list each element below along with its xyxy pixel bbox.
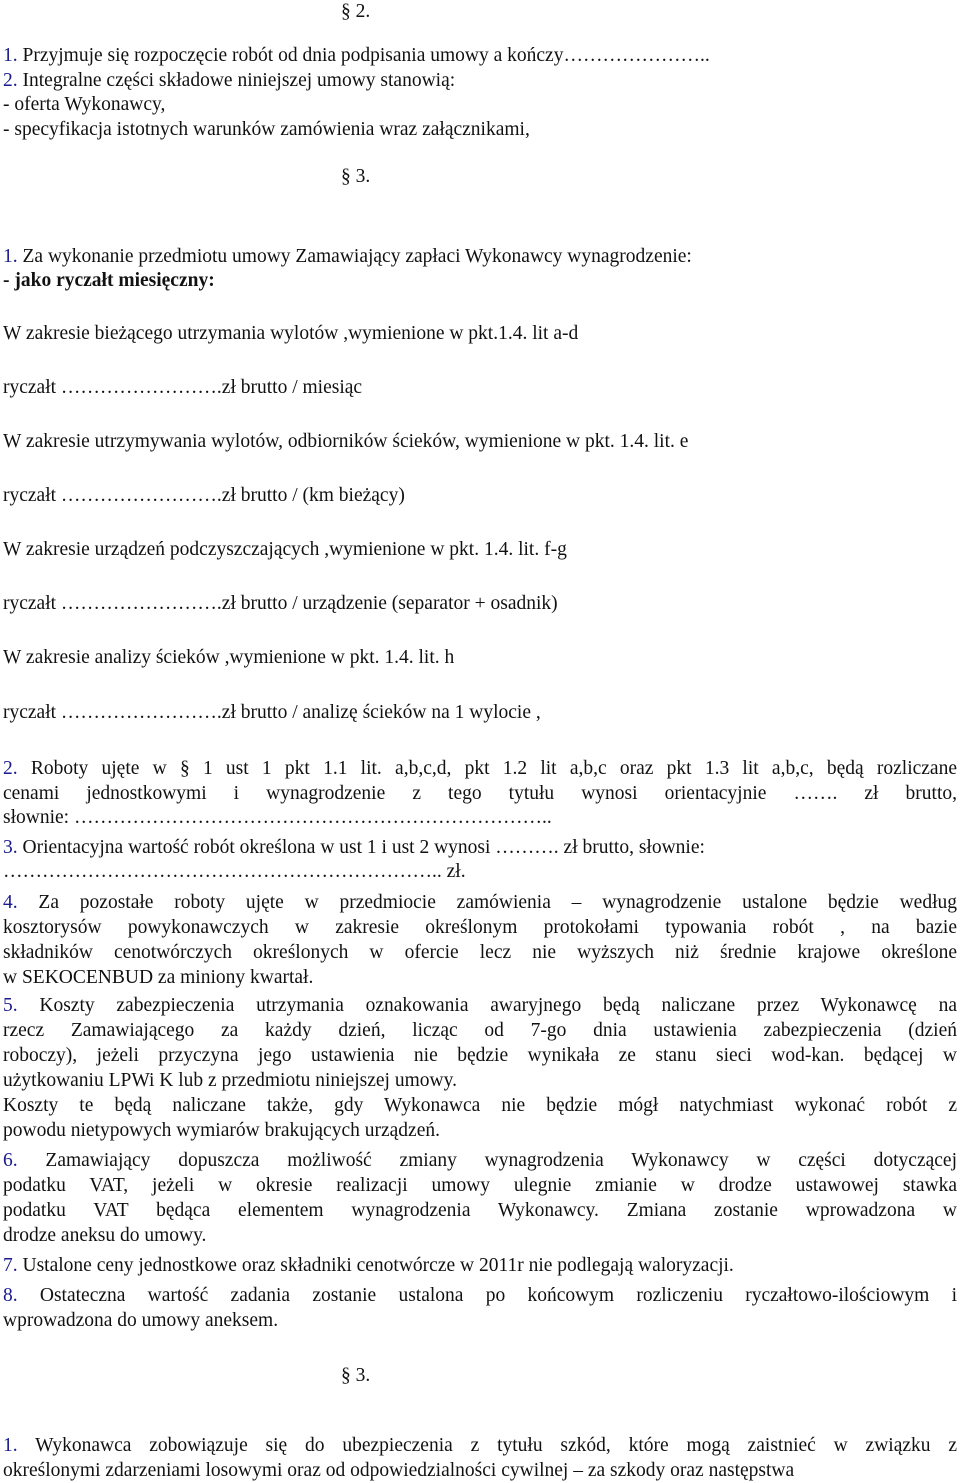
s3-point-8-number: 8. xyxy=(3,1285,18,1306)
s3b-point-1-line-1: 1. Wykonawca zobowiązuje się do ubezpieczenia z tytułu szkód, które mogą zaistnieć w związku z xyxy=(3,1435,957,1456)
s3b-point-1-line-2: określonymi zdarzeniami losowymi oraz od odpowiedzialności cywilnej – za szkody oraz następstwa xyxy=(3,1460,795,1481)
lump-sum-2: ryczałt …………………….zł brutto / (km bieżący) xyxy=(3,485,405,506)
s3-point-8-line-1: 8. Ostateczna wartość zadania zostanie ustalona po końcowym rozliczeniu ryczałtowo-ilościowym i xyxy=(3,1285,957,1306)
s3-point-3-number: 3. xyxy=(3,837,18,858)
s3-point-3-line-2: ………………………………………………………….. zł. xyxy=(3,861,466,882)
s3b-point-1-number: 1. xyxy=(3,1435,18,1456)
s3-point-2-line-1: 2. Roboty ujęte w § 1 ust 1 pkt 1.1 lit. a,b,c,d, pkt 1.2 lit a,b,c oraz pkt 1.3 lit a,b,c, będą rozliczane xyxy=(3,758,957,779)
lump-sum-3: ryczałt …………………….zł brutto / urządzenie (separator + osadnik) xyxy=(3,593,558,614)
section-3-repeat-heading: § 3. xyxy=(341,1365,371,1386)
s3-point-2-line-3: słownie: ……………………………………………………………….. xyxy=(3,807,552,828)
s3-point-5-line-1: 5. Koszty zabezpieczenia utrzymania oznakowania awaryjnego będą naliczane przez Wykonawcę na xyxy=(3,995,957,1016)
section-3-heading: § 3. xyxy=(341,166,371,187)
s3-point-5-line-4: użytkowaniu LPWi K lub z przedmiotu niniejszej umowy. xyxy=(3,1070,457,1091)
s2-point-1-number: 1. xyxy=(3,45,18,66)
lump-sum-4: ryczałt …………………….zł brutto / analizę ścieków na 1 wylocie , xyxy=(3,702,541,723)
s3-point-6-line-4: drodze aneksu do umowy. xyxy=(3,1225,207,1246)
scope-3: W zakresie urządzeń podczyszczających ,wymienione w pkt. 1.4. lit. f-g xyxy=(3,539,567,560)
s3-point-6-line-1: 6. Zamawiający dopuszcza możliwość zmiany wynagrodzenia Wykonawcy w części dotyczącej xyxy=(3,1150,957,1171)
scope-4: W zakresie analizy ścieków ,wymienione w pkt. 1.4. lit. h xyxy=(3,647,455,668)
s3-point-4-line-4: w SEKOCENBUD za miniony kwartał. xyxy=(3,967,314,988)
s3-point-7-number: 7. xyxy=(3,1255,18,1276)
s3-point-5-number: 5. xyxy=(3,995,18,1016)
s2-point-1 xyxy=(3,44,710,68)
s3-point-6-line-3: podatku VAT będąca elementem wynagrodzenia Wykonawcy. Zmiana zostanie wprowadzona w xyxy=(3,1200,957,1221)
section-2-heading: § 2. xyxy=(341,1,371,22)
lump-sum-1: ryczałt …………………….zł brutto / miesiąc xyxy=(3,377,363,398)
s3-point-5-line-3: roboczy), jeżeli przyczyna jego ustawienia nie będzie wynikała ze stanu sieci wod-kan. będącej w xyxy=(3,1045,957,1066)
s3-point-4-line-1: 4. Za pozostałe roboty ujęte w przedmiocie zamówienia – wynagrodzenie ustalone będzie według xyxy=(3,892,957,913)
s3-point-5-line-2: rzecz Zamawiającego za każdy dzień, licząc od 7-go dnia ustawienia zabezpieczenia (dzień xyxy=(3,1020,957,1041)
s2-point-2 xyxy=(3,69,455,93)
s3-point-1-number: 1. xyxy=(3,246,18,267)
s3-point-2-line-2: cenami jednostkowymi i wynagrodzenie z tego tytułu wynosi orientacyjnie ……. zł brutto, xyxy=(3,783,957,804)
s3-point-2-number: 2. xyxy=(3,758,18,779)
scope-2: W zakresie utrzymywania wylotów, odbiorników ścieków, wymienione w pkt. 1.4. lit. e xyxy=(3,431,689,452)
s3-point-8-line-2: wprowadzona do umowy aneksem. xyxy=(3,1310,279,1331)
s2-point-2-text: Integralne części składowe niniejszej umowy stanowią: xyxy=(17,70,456,91)
lump-sum-heading: - jako ryczałt miesięczny: xyxy=(3,270,215,291)
s3-point-7: 7. Ustalone ceny jednostkowe oraz składniki cenotwórcze w 2011r nie podlegają waloryzacji. xyxy=(3,1255,734,1276)
s2-bullet-offer: - oferta Wykonawcy, xyxy=(3,94,166,115)
s3-point-3-line-1: 3. Orientacyjna wartość robót określona w ust 1 i ust 2 wynosi ………. zł brutto, słownie: xyxy=(3,837,705,858)
s2-point-1-text: Przyjmuje się rozpoczęcie robót od dnia podpisania umowy a kończy………………….. xyxy=(17,45,710,66)
s3-point-1-text: Za wykonanie przedmiotu umowy Zamawiający zapłaci Wykonawcy wynagrodzenie: xyxy=(17,246,692,267)
s3-point-6-number: 6. xyxy=(3,1150,18,1171)
s3-point-1 xyxy=(3,245,692,269)
s3-point-5-line-5: Koszty te będą naliczane także, gdy Wykonawca nie będzie mógł natychmiast wykonać robót z xyxy=(3,1095,957,1116)
scope-1: W zakresie bieżącego utrzymania wylotów ,wymienione w pkt.1.4. lit a-d xyxy=(3,323,579,344)
s3-point-4-number: 4. xyxy=(3,892,18,913)
s2-point-2-number: 2. xyxy=(3,70,18,91)
s3-point-4-line-3: składników cenotwórczych określonych w ofercie lecz nie wyższych niż średnie krajowe określone xyxy=(3,942,957,963)
s3-point-4-line-2: kosztorysów powykonawczych w zakresie określonym protokołami typowania robót , na bazie xyxy=(3,917,957,938)
s3-point-5-line-6: powodu nietypowych wymiarów brakujących urządzeń. xyxy=(3,1120,440,1141)
s2-bullet-specification: - specyfikacja istotnych warunków zamówienia wraz załącznikami, xyxy=(3,119,530,140)
s3-point-6-line-2: podatku VAT, jeżeli w okresie realizacji umowy ulegnie zmianie w drodze ustawowej stawka xyxy=(3,1175,957,1196)
